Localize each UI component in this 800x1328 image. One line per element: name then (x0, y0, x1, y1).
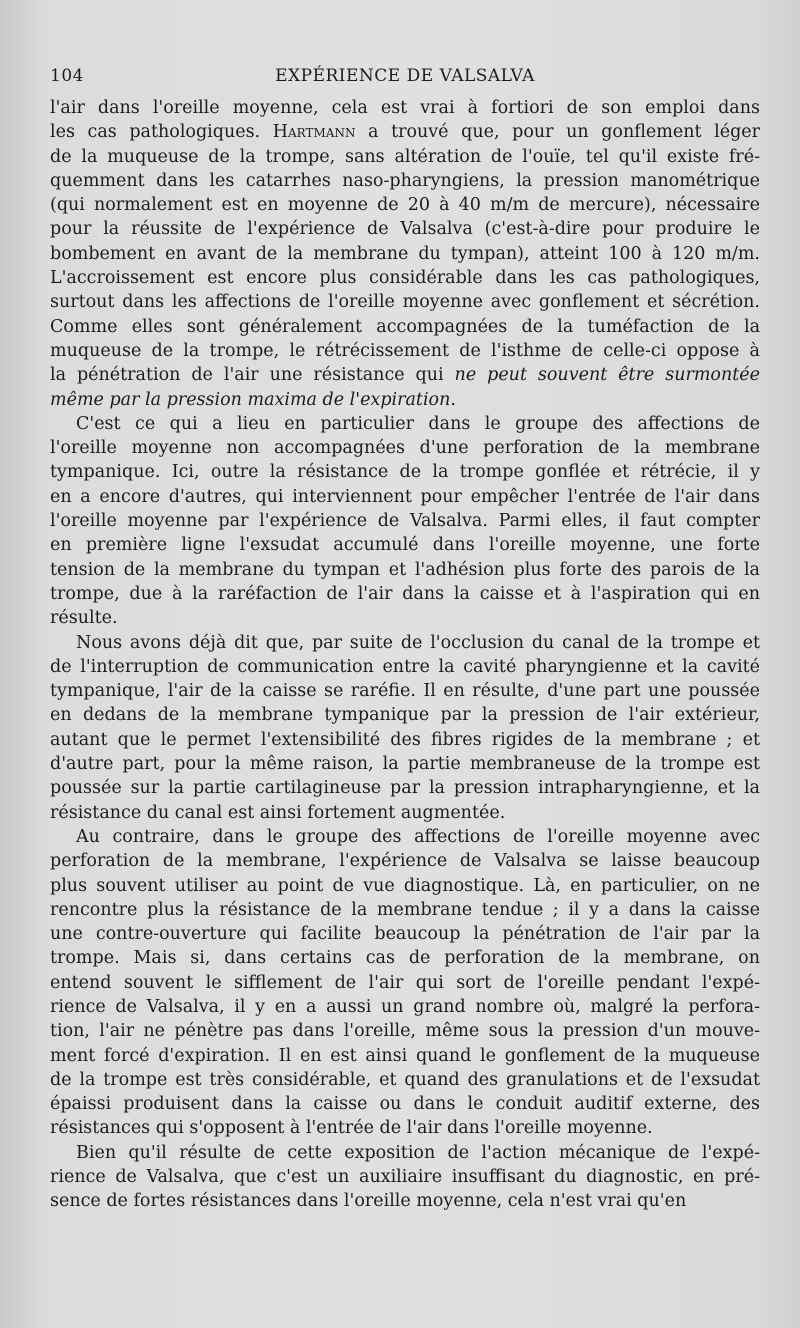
paragraph (50, 412, 760, 631)
text-line: tion, l'air ne pénètre pas dans l'oreille, même sous la pression d'un mouve- (50, 1021, 760, 1042)
text-line: l'oreille moyenne non accompagnées d'une perforation de la membrane (50, 438, 760, 459)
text-line: rencontre plus la résistance de la membrane tendue ; il y a dans la caisse (50, 899, 760, 920)
running-title: EXPÉRIENCE DE VALSALVA (275, 66, 535, 86)
text-line: quemment dans les catarrhes naso-pharyngiens, la pression manométrique (50, 170, 760, 191)
page-number: 104 (50, 66, 84, 86)
text-line: les cas pathologiques. Hartmann a trouvé que, pour un gonflement léger (50, 122, 760, 143)
text-line: résistances qui s'opposent à l'entrée de l'air dans l'oreille moyenne. (50, 1118, 653, 1139)
text-line: L'accroissement est encore plus considérable dans les cas pathologiques, (50, 268, 760, 289)
text-line: bombement en avant de la membrane du tympan), atteint 100 à 120 m/m. (50, 243, 760, 264)
text-line: une contre-ouverture qui facilite beaucoup la pénétration de l'air par la (50, 924, 760, 945)
text-line: de la trompe est très considérable, et quand des granulations et de l'exsudat (50, 1069, 760, 1090)
text-line: tension de la membrane du tympan et l'adhésion plus forte des parois de la (50, 559, 760, 580)
text-line: muqueuse de la trompe, le rétrécissement de l'isthme de celle-ci oppose à (50, 340, 760, 361)
text-line: en première ligne l'exsudat accumulé dans l'oreille moyenne, une forte (50, 535, 760, 556)
paragraph (50, 1141, 760, 1214)
text-line: Nous avons déjà dit que, par suite de l'occlusion du canal de la trompe et (76, 632, 760, 653)
text-line: rience de Valsalva, que c'est un auxiliaire insuffisant du diagnostic, en pré- (50, 1167, 760, 1188)
text-line: autant que le permet l'extensibilité des fibres rigides de la membrane ; et (50, 729, 760, 750)
text-line: même par la pression maxima de l'expiration. (50, 389, 456, 410)
text-line: Bien qu'il résulte de cette exposition de l'action mécanique de l'expé- (76, 1142, 760, 1163)
paragraph (50, 825, 760, 1141)
text-line: de la muqueuse de la trompe, sans altération de l'ouïe, tel qu'il existe fré- (50, 146, 760, 167)
paragraph (50, 96, 760, 412)
text-line: trompe, due à la raréfaction de l'air dans la caisse et à l'aspiration qui en (50, 583, 760, 604)
text-line: ment forcé d'expiration. Il en est ainsi quand le gonflement de la muqueuse (50, 1045, 760, 1066)
text-line: l'air dans l'oreille moyenne, cela est vrai à fortiori de son emploi dans (50, 98, 760, 118)
text-line: résistance du canal est ainsi fortement augmentée. (50, 802, 506, 823)
text-line: la pénétration de l'air une résistance qui ne peut souvent être surmontée (50, 365, 760, 386)
text-line: C'est ce qui a lieu en particulier dans le groupe des affections de (76, 413, 760, 434)
text-line: plus souvent utiliser au point de vue diagnostique. Là, en particulier, on ne (50, 875, 760, 896)
text-line: Au contraire, dans le groupe des affections de l'oreille moyenne avec (76, 826, 760, 847)
text-line: (qui normalement est en moyenne de 20 à 40 m/m de mercure), nécessaire (50, 195, 760, 216)
text-line: surtout dans les affections de l'oreille moyenne avec gonflement et sécrétion. (50, 292, 760, 313)
text-line: rience de Valsalva, il y en a aussi un grand nombre où, malgré la perfora- (50, 996, 760, 1017)
running-header (50, 66, 760, 90)
text-line: en dedans de la membrane tympanique par la pression de l'air extérieur, (50, 705, 760, 726)
paragraph (50, 631, 760, 825)
text-line: sence de fortes résistances dans l'oreille moyenne, cela n'est vrai qu'en (50, 1191, 687, 1212)
text-line: tympanique, l'air de la caisse se raréfie. Il en résulte, d'une part une poussée (50, 681, 760, 702)
text-line: trompe. Mais si, dans certains cas de perforation de la membrane, on (50, 948, 760, 969)
text-line: d'autre part, pour la même raison, la partie membraneuse de la trompe est (50, 754, 760, 775)
text-line: en a encore d'autres, qui interviennent pour empêcher l'entrée de l'air dans (50, 486, 760, 507)
text-line: entend souvent le sifflement de l'air qui sort de l'oreille pendant l'expé- (50, 972, 760, 993)
text-line: pour la réussite de l'expérience de Valsalva (c'est-à-dire pour produire le (50, 219, 760, 240)
text-line: l'oreille moyenne par l'expérience de Valsalva. Parmi elles, il faut compter (50, 511, 760, 532)
text-line: Comme elles sont généralement accompagnées de la tuméfaction de la (50, 316, 760, 337)
text-line: perforation de la membrane, l'expérience de Valsalva se laisse beaucoup (50, 851, 760, 872)
text-line: épaissi produisent dans la caisse ou dans le conduit auditif externe, des (50, 1094, 760, 1115)
text-line: tympanique. Ici, outre la résistance de la trompe gonflée et rétrécie, il y (50, 462, 760, 483)
text-line: poussée sur la partie cartilagineuse par la pression intrapharyngienne, et la (50, 778, 760, 799)
text-line: résulte. (50, 608, 118, 629)
body-text (50, 96, 760, 1214)
text-line: de l'interruption de communication entre la cavité pharyngienne et la cavité (50, 656, 760, 677)
